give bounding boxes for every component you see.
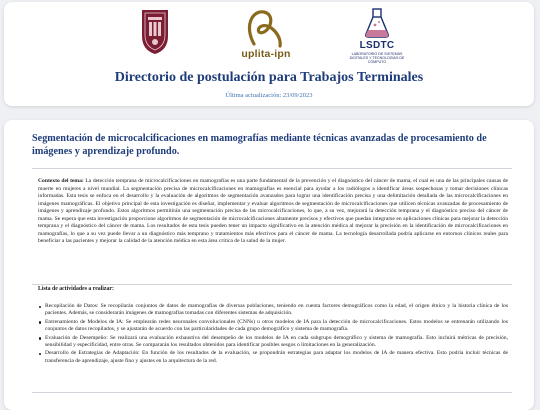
list-item: Desarrollo de Estrategias de Adaptación: En función de los resultados de la evaluación, se propondrán estrategias para adaptar los modelos de IA de manera efectiva. Esto podría incluir técnicas de transferencia de aprendizaje, ajuste fino y ajustes en la arquitectura de la red. xyxy=(38,350,508,364)
lsdtc-subtitle-line1: LABORATORIO DE SISTEMAS xyxy=(351,52,403,56)
upiita-logo xyxy=(230,6,302,66)
upiita-swirl-icon xyxy=(230,6,302,48)
divider xyxy=(32,284,512,285)
ipn-seal-icon xyxy=(138,6,172,56)
last-update-text: Última actualización: 23/09/2023 xyxy=(225,92,313,99)
project-title: Segmentación de microcalcificaciones en mamografías mediante técnicas avanzadas de procesamiento de imágenes y aprendizaje profundo. xyxy=(32,133,487,157)
project-card xyxy=(4,120,534,410)
activities-list xyxy=(38,303,508,366)
list-item: Evaluación de Desempeño: Se realizará una evaluación exhaustiva del desempeño de los modelos de IA en cada subgrupo demográfico y sistema de mamografía. Esto incluirá métricas de precisión, sensibilidad y especificidad, entre otras. Se compararán los resultados obtenidos para identificar posibles sesgos o limitaciones en la generalización. xyxy=(38,335,508,349)
divider xyxy=(32,168,512,169)
page-title: Directorio de postulación para Trabajos Terminales xyxy=(114,70,424,85)
list-item: Entrenamiento de Modelos de IA: Se emplearán redes neuronales convolucionales (CNNs) u otros modelos de IA para la detección de microcalcificaciones. Estos modelos se entrenarán utilizando los conjuntos de datos recopilados, y se ajustarán de acuerdo con las particularidades de cada grupo demográfico y sistema de mamografía. xyxy=(38,319,508,333)
lsdtc-subtitle xyxy=(344,52,410,65)
lsdtc-label: LSDTC xyxy=(359,40,395,51)
lsdtc-subtitle-line2: DIGITALES Y TECNOLOGÍAS DE CÓMPUTO xyxy=(349,56,405,65)
context-paragraph xyxy=(38,178,508,246)
context-text: La detección temprana de microcalcificaciones en mamografías es una parte fundamental de la prevención y el diagnóstico del cáncer de mama, el cual es una de las principales causas de muerte en mujeres a nivel mundial. La segmentación precisa de microcalcificaciones en mamografías es esencial para ayudar a los radiólogos a identificar áreas sospechosas y tomar decisiones clínicas informadas. Esta tesis se enfoca en el desarrollo y la evaluación de algoritmos de segmentación avanzados para lograr una identificación precisa y una delimitación detallada de las microcalcificaciones en imágenes mamográficas. El objetivo principal de esta investigación es diseñar, implementar y evaluar algoritmos de segmentación de microcalcificaciones que utilicen técnicas avanzadas de procesamiento de imágenes y aprendizaje profundo. Estos algoritmos permitirán una segmentación precisa de las microcalcificaciones, lo que, a su vez, mejorará la detección temprana y el diagnóstico preciso del cáncer de mama. Se espera que esta investigación proporcione algoritmos de segmentación de microcalcificaciones altamente precisos y efectivos que puedan integrarse en aplicaciones clínicas para mejorar la detección temprana y el diagnóstico del cáncer de mama. Los resultados de esta tesis pueden tener un impacto significativo en la atención médica al mejorar la precisión en la identificación de microcalcificaciones en mamografías, lo que a su vez puede llevar a un diagnóstico más temprano y tratamientos más efectivos para el cáncer de mama. La tecnología desarrollada podría aplicarse en entornos clínicos reales para beneficiar a las pacientes y mejorar la calidad de la atención médica en esta área crítica de la salud de la mujer. xyxy=(38,178,508,244)
header-card xyxy=(4,2,534,106)
lsdtc-flask-icon xyxy=(344,6,410,40)
upiita-label: uplita-ipn xyxy=(241,48,291,60)
divider xyxy=(32,392,512,393)
context-label: Contexto del tema: xyxy=(38,178,84,184)
activities-title: Lista de actividades a realizar: xyxy=(38,286,114,292)
list-item: Recopilación de Datos: Se recopilarán conjuntos de datos de mamografías de diversas poblaciones, teniendo en cuenta factores demográficos como la edad, el origen étnico y la historia clínica de los pacientes. Además, se considerarán imágenes de mamografías tomadas con diferentes sistemas de adquisición. xyxy=(38,303,508,317)
lsdtc-logo xyxy=(344,6,410,66)
logos-row xyxy=(4,6,534,64)
ipn-logo xyxy=(138,6,172,56)
